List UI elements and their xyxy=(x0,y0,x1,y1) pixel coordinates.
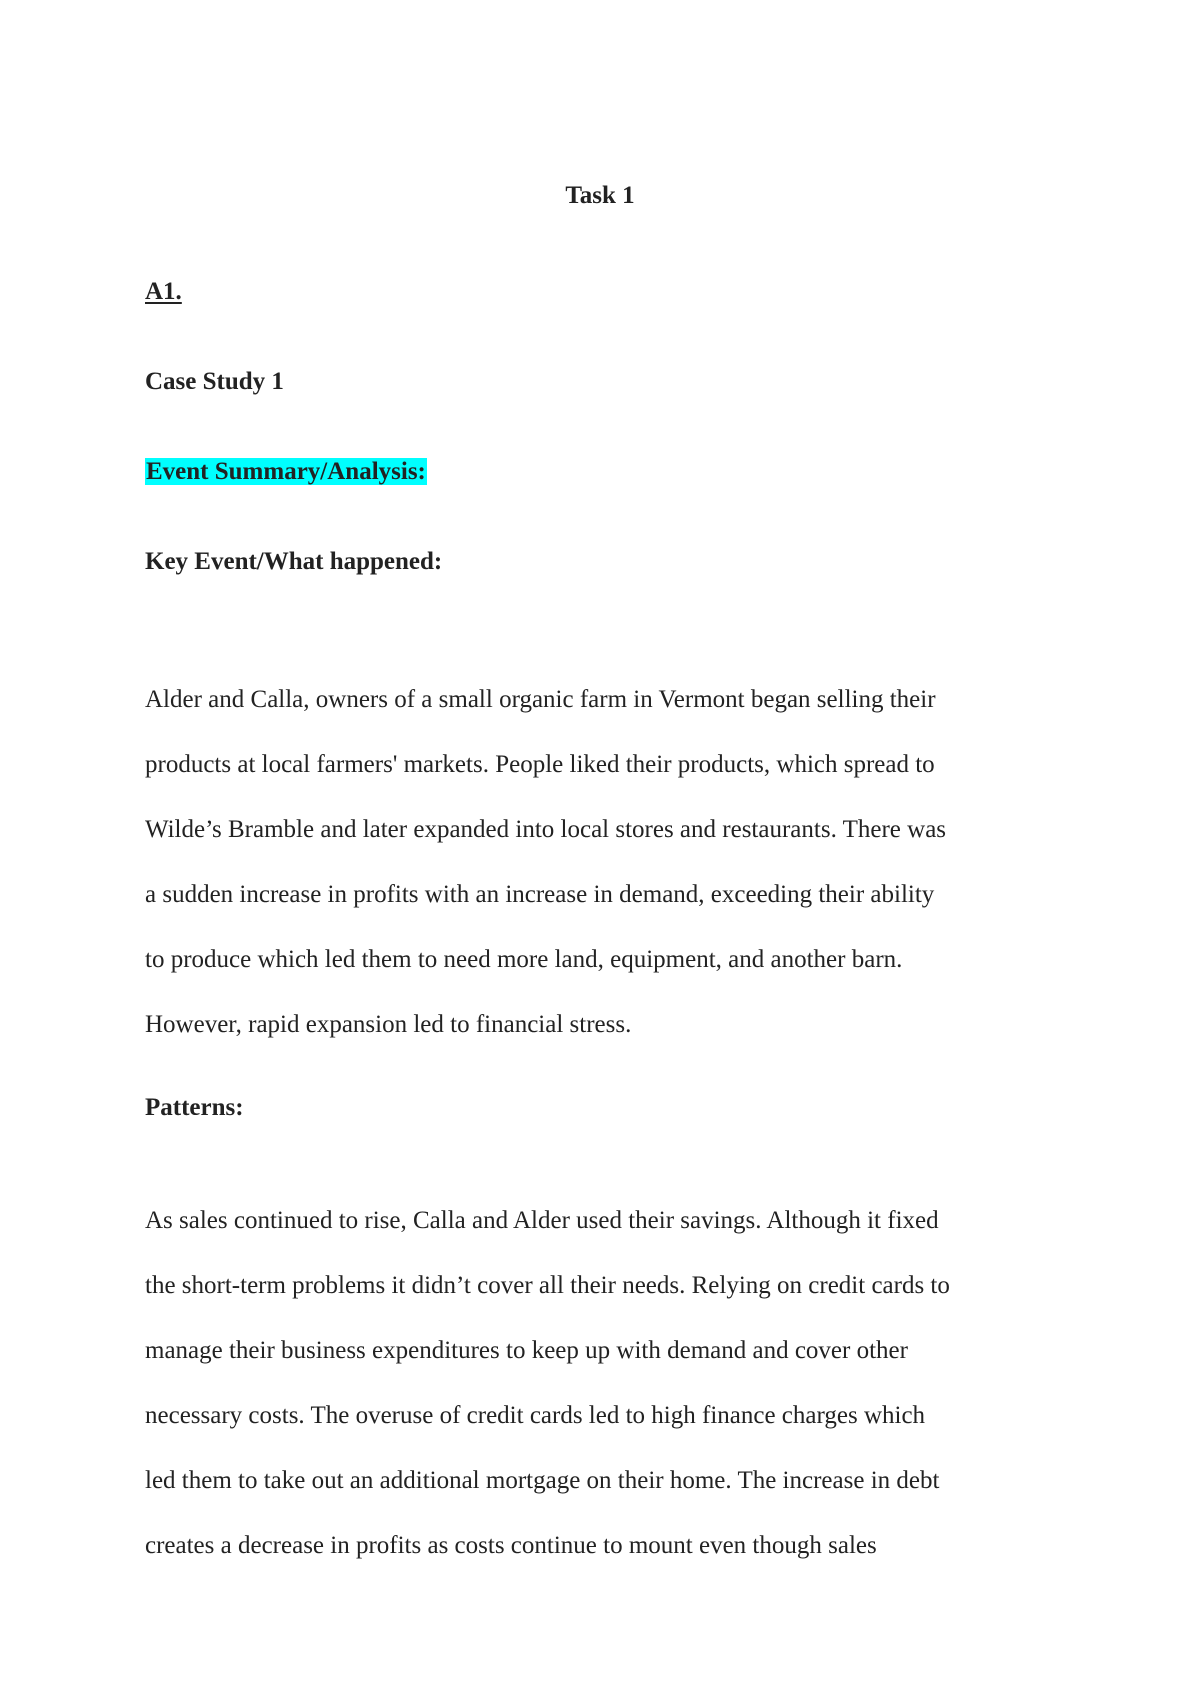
section-label: A1. xyxy=(145,278,182,305)
paragraph-line: a sudden increase in profits with an increase in demand, exceeding their ability xyxy=(145,881,935,908)
paragraph-line: necessary costs. The overuse of credit cards led to high finance charges which xyxy=(145,1402,926,1429)
event-summary-heading: Event Summary/Analysis: xyxy=(146,458,426,485)
paragraph-line: Wilde’s Bramble and later expanded into local stores and restaurants. There was xyxy=(145,816,947,843)
event-summary-heading-row xyxy=(145,454,1065,490)
paragraph-line: manage their business expenditures to keep up with demand and cover other xyxy=(145,1337,908,1364)
case-study-heading: Case Study 1 xyxy=(145,368,284,395)
key-event-paragraph xyxy=(145,667,1065,1057)
paragraph-line: to produce which led them to need more land, equipment, and another barn. xyxy=(145,946,903,973)
paragraph-line: the short-term problems it didn’t cover all their needs. Relying on credit cards to xyxy=(145,1272,950,1299)
paragraph-line: Alder and Calla, owners of a small organic farm in Vermont began selling their xyxy=(145,686,936,713)
patterns-heading: Patterns: xyxy=(145,1094,244,1121)
paragraph-line: products at local farmers' markets. People liked their products, which spread to xyxy=(145,751,935,778)
paragraph-line: However, rapid expansion led to financial stress. xyxy=(145,1011,632,1038)
patterns-paragraph xyxy=(145,1188,1065,1578)
paragraph-line: led them to take out an additional mortgage on their home. The increase in debt xyxy=(145,1467,940,1494)
document-title: Task 1 xyxy=(565,182,635,209)
key-event-heading: Key Event/What happened: xyxy=(145,548,443,575)
paragraph-line: creates a decrease in profits as costs continue to mount even though sales xyxy=(145,1532,877,1559)
paragraph-line: As sales continued to rise, Calla and Alder used their savings. Although it fixed xyxy=(145,1207,939,1234)
